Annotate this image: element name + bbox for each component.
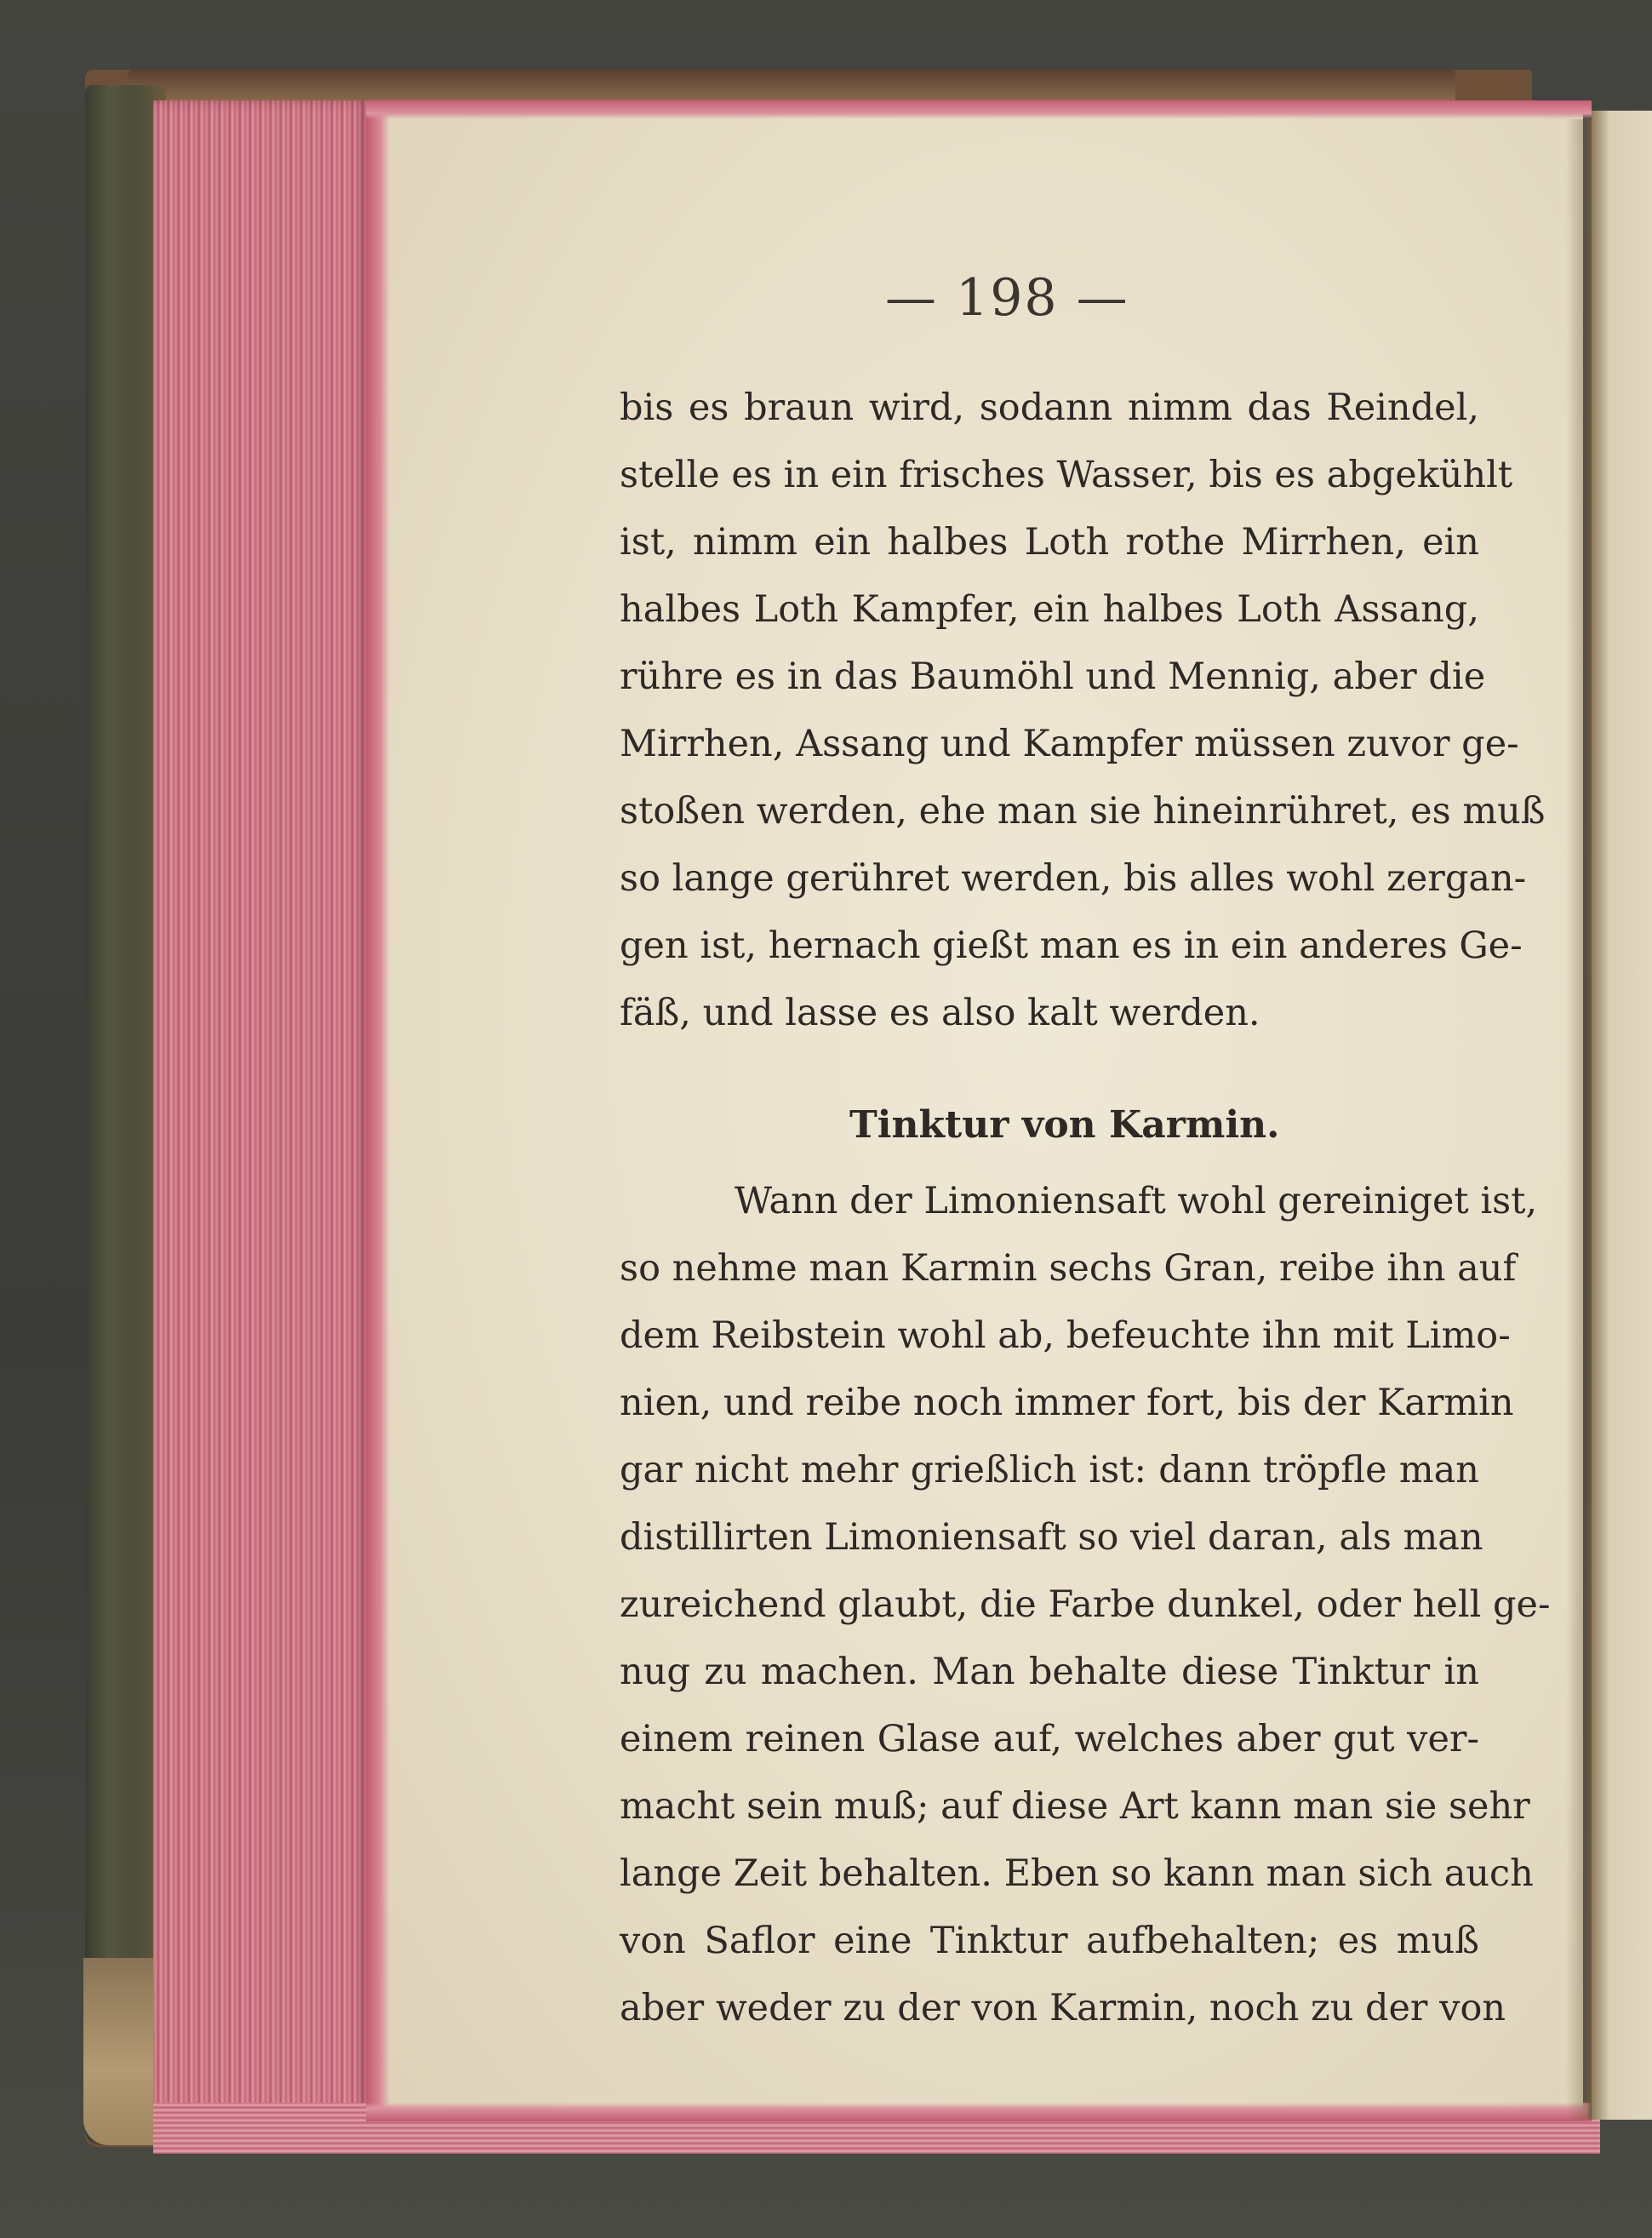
text-line: lange Zeit behalten. Eben so kann man sich auch bbox=[620, 1852, 1534, 1895]
page-red-edge-top bbox=[366, 100, 1592, 119]
text-line: gar nicht mehr grießlich ist: dann tröpfle man bbox=[620, 1449, 1479, 1491]
text-line: distillirten Limoniensaft so viel daran, als man bbox=[620, 1516, 1483, 1559]
text-line: stoßen werden, ehe man sie hineinrühret, es muß bbox=[620, 790, 1546, 833]
text-line: ist, nimm ein halbes Loth rothe Mirrhen, ein bbox=[620, 521, 1479, 564]
text-line: Wann der Limoniensaft wohl gereiniget ist, bbox=[735, 1180, 1538, 1222]
text-line: Mirrhen, Assang und Kampfer müssen zuvor ge- bbox=[620, 723, 1519, 765]
page-red-edge-bottom bbox=[366, 2103, 1592, 2121]
text-line: macht sein muß; auf diese Art kann man sie sehr bbox=[620, 1785, 1530, 1828]
paragraph-1 bbox=[620, 375, 1546, 1047]
section-heading: Tinktur von Karmin. bbox=[849, 1103, 1280, 1147]
text-line: bis es braun wird, sodann nimm das Reindel, bbox=[620, 386, 1479, 429]
text-line: einem reinen Glase auf, welches aber gut ver- bbox=[620, 1718, 1479, 1760]
page-number: — 198 — bbox=[885, 268, 1129, 328]
paragraph-2 bbox=[620, 1168, 1551, 2042]
text-line: fäß, und lasse es also kalt werden. bbox=[620, 992, 1260, 1034]
text-line: gen ist, hernach gießt man es in ein anderes Ge- bbox=[620, 924, 1523, 967]
text-line: so lange gerühret werden, bis alles wohl zergan- bbox=[620, 857, 1527, 900]
text-line: nug zu machen. Man behalte diese Tinktur in bbox=[620, 1651, 1479, 1693]
text-line: aber weder zu der von Karmin, noch zu der von bbox=[620, 1987, 1506, 2029]
text-line: halbes Loth Kampfer, ein halbes Loth Assang, bbox=[620, 588, 1479, 631]
book-cover-top-edge bbox=[128, 70, 1455, 102]
text-line: zureichend glaubt, die Farbe dunkel, oder hell ge- bbox=[620, 1583, 1551, 1626]
text-line: stelle es in ein frisches Wasser, bis es abgekühlt bbox=[620, 454, 1513, 496]
text-line: nien, und reibe noch immer fort, bis der Karmin bbox=[620, 1382, 1514, 1424]
text-line: so nehme man Karmin sechs Gran, reibe ihn auf bbox=[620, 1247, 1517, 1290]
text-line: von Saflor eine Tinktur aufbehalten; es muß bbox=[620, 1920, 1479, 1962]
page-red-edge-left bbox=[366, 111, 390, 2113]
text-line: rühre es in das Baumöhl und Mennig, aber die bbox=[620, 655, 1486, 698]
page-text bbox=[620, 375, 1551, 2042]
page-gutter-shadow bbox=[1566, 119, 1592, 2120]
text-line: dem Reibstein wohl ab, befeuchte ihn mit Limo- bbox=[620, 1314, 1511, 1357]
page-edges-red bbox=[153, 100, 370, 2144]
facing-page-sliver bbox=[1592, 111, 1652, 2120]
